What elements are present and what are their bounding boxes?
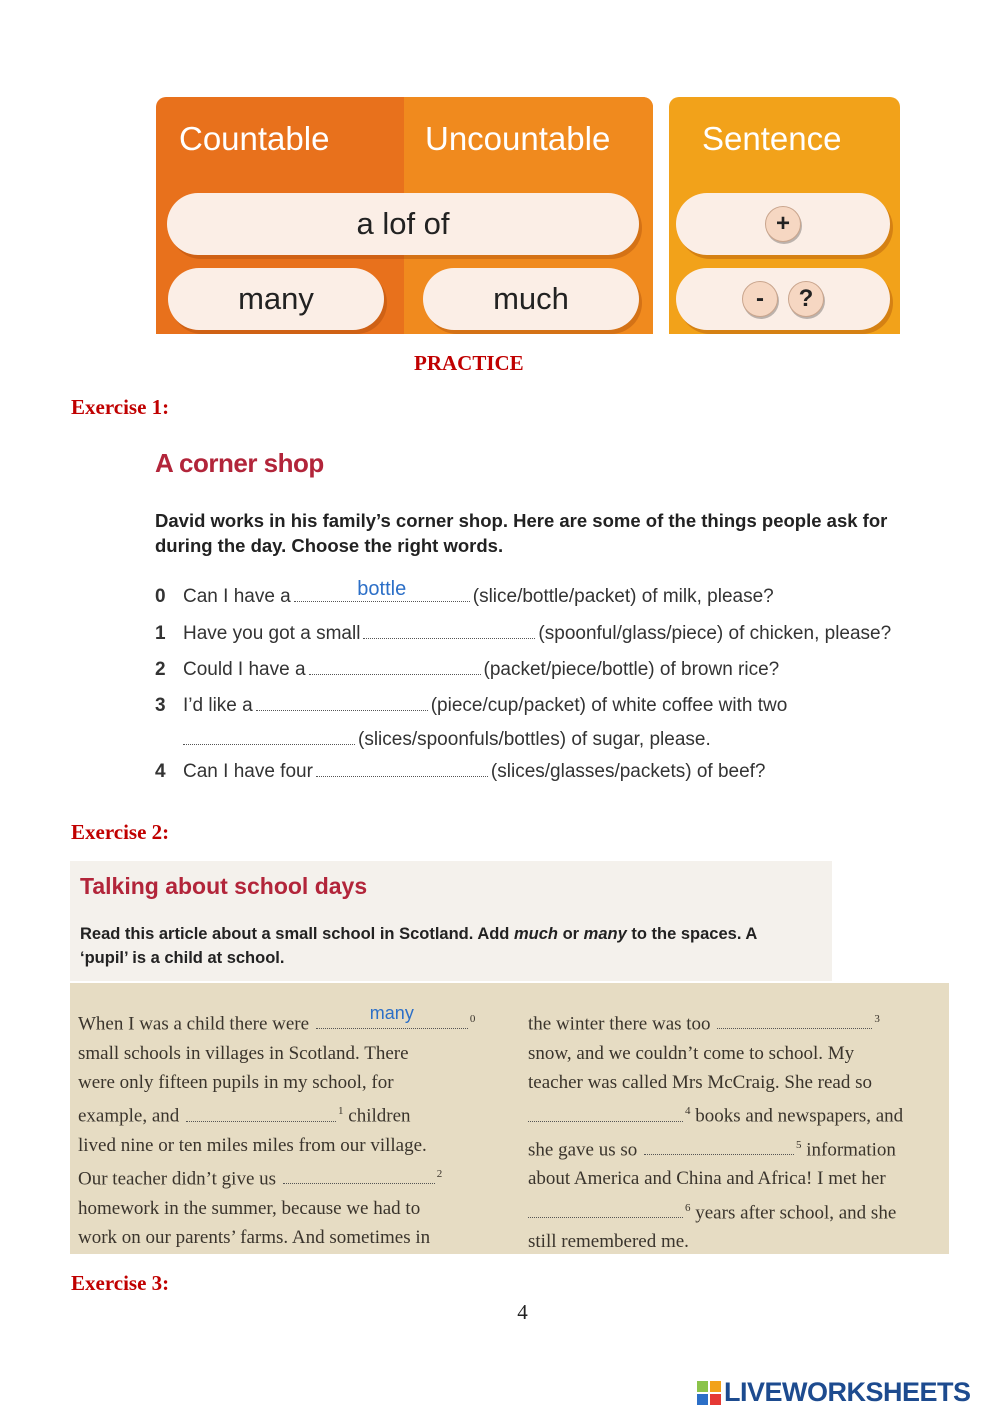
- footnote-number: 0: [469, 1013, 476, 1025]
- footnote-number: 4: [685, 1105, 691, 1118]
- article-line: homework in the summer, because we had to: [78, 1197, 421, 1219]
- article-blank-5[interactable]: [644, 1140, 794, 1155]
- item-prompt: Can I have a: [183, 586, 291, 607]
- article-line: work on our parents’ farms. And sometimes in: [78, 1227, 431, 1249]
- exercise-2-instructions: [80, 922, 832, 970]
- logo-grid-icon: [697, 1381, 721, 1405]
- item-number: 3: [155, 695, 166, 716]
- practice-heading: PRACTICE: [414, 351, 524, 375]
- article-line: lived nine or ten miles miles from our village.: [78, 1134, 427, 1156]
- article-line: Our teacher didn’t give us: [78, 1168, 277, 1190]
- footnote-number: 6: [685, 1201, 691, 1214]
- instructions-part: ‘pupil’ is a child at school.: [80, 949, 285, 967]
- article-line: snow, and we couldn’t come to school. My: [528, 1042, 855, 1064]
- article-line: were only fifteen pupils in my school, for: [78, 1071, 394, 1093]
- article-line: When I was a child there were: [78, 1013, 310, 1035]
- instructions-part: Read this article about a small school in Scotland. Add: [80, 925, 514, 943]
- item-prompt: Could I have a: [183, 659, 306, 680]
- article-blank-4[interactable]: [528, 1107, 683, 1122]
- item-options: (piece/cup/packet) of white coffee with two: [430, 695, 788, 716]
- answer-blank-4[interactable]: [316, 760, 488, 777]
- pill-a-lot-of: a lof of: [167, 193, 639, 255]
- article-line: small schools in villages in Scotland. There: [78, 1042, 409, 1064]
- answer-blank-2[interactable]: [309, 658, 481, 675]
- header-uncountable: Uncountable: [425, 120, 611, 157]
- item-options-2: (slices/spoonfuls/bottles) of sugar, please.: [358, 729, 711, 750]
- item-number: 1: [155, 623, 166, 644]
- footnote-number: 1: [338, 1105, 344, 1118]
- item-prompt: I’d like a: [183, 695, 253, 716]
- exercise-2-title: Talking about school days: [80, 873, 368, 899]
- liveworksheets-logo: [697, 1377, 971, 1408]
- minus-symbol: -: [742, 281, 778, 317]
- pill-negative-question: [676, 268, 890, 330]
- exercise-1-item-3: [155, 694, 787, 717]
- article-blank-2[interactable]: [283, 1169, 435, 1184]
- article-line: children: [348, 1105, 411, 1127]
- instructions-much: much: [513, 925, 558, 943]
- exercise-1-item-2: [155, 658, 779, 681]
- article-line: the winter there was too: [528, 1013, 711, 1035]
- answer-blank-1[interactable]: [363, 622, 535, 639]
- exercise-2-label: Exercise 2:: [71, 820, 170, 844]
- item-options: (slices/glasses/packets) of beef?: [490, 761, 766, 782]
- article-line: teacher was called Mrs McCraig. She read so: [528, 1071, 872, 1093]
- article-blank-1[interactable]: [186, 1107, 336, 1122]
- header-countable: Countable: [179, 120, 330, 157]
- article-left-column: [78, 1005, 475, 1252]
- item-number: 4: [155, 761, 166, 782]
- article-line: information: [806, 1139, 896, 1161]
- quantifier-table-sentence: [669, 97, 900, 334]
- article-right-column: [528, 1005, 903, 1257]
- item-number: 0: [155, 586, 166, 607]
- exercise-1-item-4: [155, 760, 766, 783]
- instructions-part: or: [558, 925, 584, 943]
- footnote-number: 3: [874, 1013, 880, 1025]
- pill-positive: [676, 193, 890, 255]
- article-panel: [70, 983, 949, 1254]
- article-line: she gave us so: [528, 1139, 638, 1161]
- item-options: (slice/bottle/packet) of milk, please?: [472, 586, 774, 607]
- answer-blank-0[interactable]: [294, 578, 470, 602]
- exercise-1-item-3-continued: [183, 728, 711, 751]
- item-number: 2: [155, 659, 166, 680]
- article-line: still remembered me.: [528, 1231, 689, 1253]
- item-options: (spoonful/glass/piece) of chicken, please?: [538, 623, 892, 644]
- article-line: years after school, and she: [695, 1202, 897, 1224]
- exercise-1-instructions: David works in his family’s corner shop. Here are some of the things people ask for during the day. Choose the right words.: [155, 510, 888, 556]
- exercise-1-item-1: [155, 622, 891, 645]
- answer-blank-3a[interactable]: [256, 694, 428, 711]
- page-number: 4: [517, 1300, 528, 1324]
- answer-blank-3b[interactable]: [183, 728, 355, 745]
- article-answer-0: many: [369, 1003, 414, 1024]
- exercise-3-label: Exercise 3:: [71, 1271, 170, 1295]
- article-blank-3[interactable]: [717, 1014, 872, 1029]
- pill-many: many: [168, 268, 384, 330]
- item-prompt: Can I have four: [183, 761, 313, 782]
- exercise-1-title: A corner shop: [155, 448, 324, 478]
- question-symbol: ?: [788, 281, 824, 317]
- exercise-1-label: Exercise 1:: [71, 395, 170, 419]
- article-blank-6[interactable]: [528, 1203, 683, 1218]
- article-blank-0[interactable]: [316, 1003, 468, 1029]
- pill-much: much: [423, 268, 639, 330]
- header-sentence: Sentence: [702, 120, 842, 157]
- footnote-number: 2: [436, 1168, 443, 1181]
- item-options: (packet/piece/bottle) of brown rice?: [483, 659, 780, 680]
- footnote-number: 5: [795, 1138, 802, 1151]
- brand-name: LIVEWORKSHEETS: [724, 1377, 971, 1407]
- exercise-1-item-0: [155, 578, 774, 608]
- article-line: example, and: [78, 1105, 180, 1127]
- plus-symbol: +: [765, 206, 801, 242]
- instructions-many: many: [583, 925, 627, 943]
- item-prompt: Have you got a small: [183, 623, 361, 644]
- article-line: books and newspapers, and: [695, 1105, 904, 1127]
- instructions-part: to the spaces. A: [626, 925, 758, 943]
- quantifier-table-countable-uncountable: [156, 97, 653, 334]
- answer-text-0: bottle: [357, 578, 407, 600]
- article-line: about America and China and Africa! I met her: [528, 1168, 886, 1190]
